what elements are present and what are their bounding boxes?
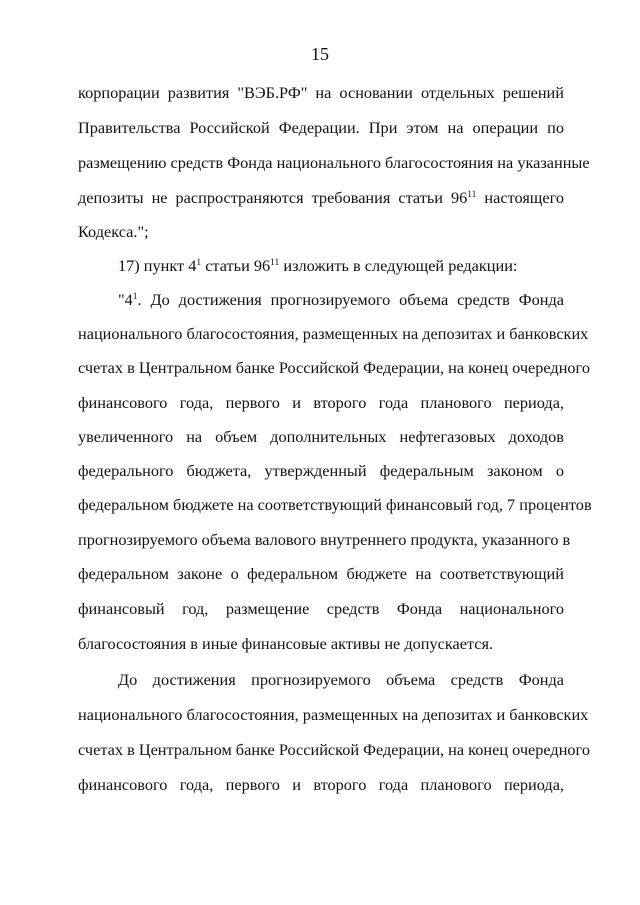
text-fragment: 17) пункт 4 bbox=[118, 256, 197, 275]
text-fragment: настоящего bbox=[484, 188, 564, 207]
text-line: прогнозируемого объема валового внутреннего продукта, указанного в bbox=[78, 530, 571, 549]
text-fragment: депозиты не распространяются требования статьи 96 bbox=[78, 188, 468, 207]
superscript: 11 bbox=[270, 258, 280, 268]
text-line: финансовый год, размещение средств Фонда национального bbox=[78, 599, 564, 618]
text-line: Кодекса."; bbox=[78, 222, 149, 241]
superscript: 11 bbox=[467, 190, 477, 200]
text-line: федеральном бюджете на соответствующий финансовый год, 7 процентов bbox=[78, 495, 592, 514]
text-line: корпорации развития "ВЭБ.РФ" на основании отдельных решений bbox=[78, 83, 564, 102]
text-line bbox=[118, 256, 564, 276]
text-line: федерального бюджета, утвержденный федеральным законом о bbox=[78, 461, 564, 480]
text-line: Правительства Российской Федерации. При этом на операции по bbox=[78, 118, 564, 137]
text-line: счетах в Центральном банке Российской Федерации, на конец очередного bbox=[78, 740, 590, 759]
text-line: благосостояния в иные финансовые активы не допускается. bbox=[78, 634, 494, 653]
text-line: счетах в Центральном банке Российской Федерации, на конец очередного bbox=[78, 358, 590, 377]
superscript: 1 bbox=[132, 292, 138, 302]
page-number: 15 bbox=[311, 44, 329, 64]
text-line bbox=[78, 188, 564, 208]
text-line bbox=[118, 290, 564, 310]
superscript: 1 bbox=[196, 258, 202, 268]
text-fragment: статьи 96 bbox=[201, 256, 271, 275]
text-line: национального благосостояния, размещенных на депозитах и банковских bbox=[78, 705, 589, 724]
text-line: финансового года, первого и второго года планового периода, bbox=[78, 775, 564, 794]
text-fragment: изложить в следующей редакции: bbox=[279, 256, 518, 275]
text-fragment: "4 bbox=[118, 290, 133, 309]
text-line: До достижения прогнозируемого объема средств Фонда bbox=[118, 670, 564, 689]
text-line: федеральном законе о федеральном бюджете на соответствующий bbox=[78, 564, 564, 583]
text-line: размещению средств Фонда национального благосостояния на указанные bbox=[78, 153, 590, 172]
text-line: увеличенного на объем дополнительных нефтегазовых доходов bbox=[78, 427, 564, 446]
text-line: национального благосостояния, размещенных на депозитах и банковских bbox=[78, 324, 589, 343]
text-line: финансового года, первого и второго года планового периода, bbox=[78, 393, 564, 412]
text-fragment: . До достижения прогнозируемого объема средств Фонда bbox=[137, 290, 564, 309]
